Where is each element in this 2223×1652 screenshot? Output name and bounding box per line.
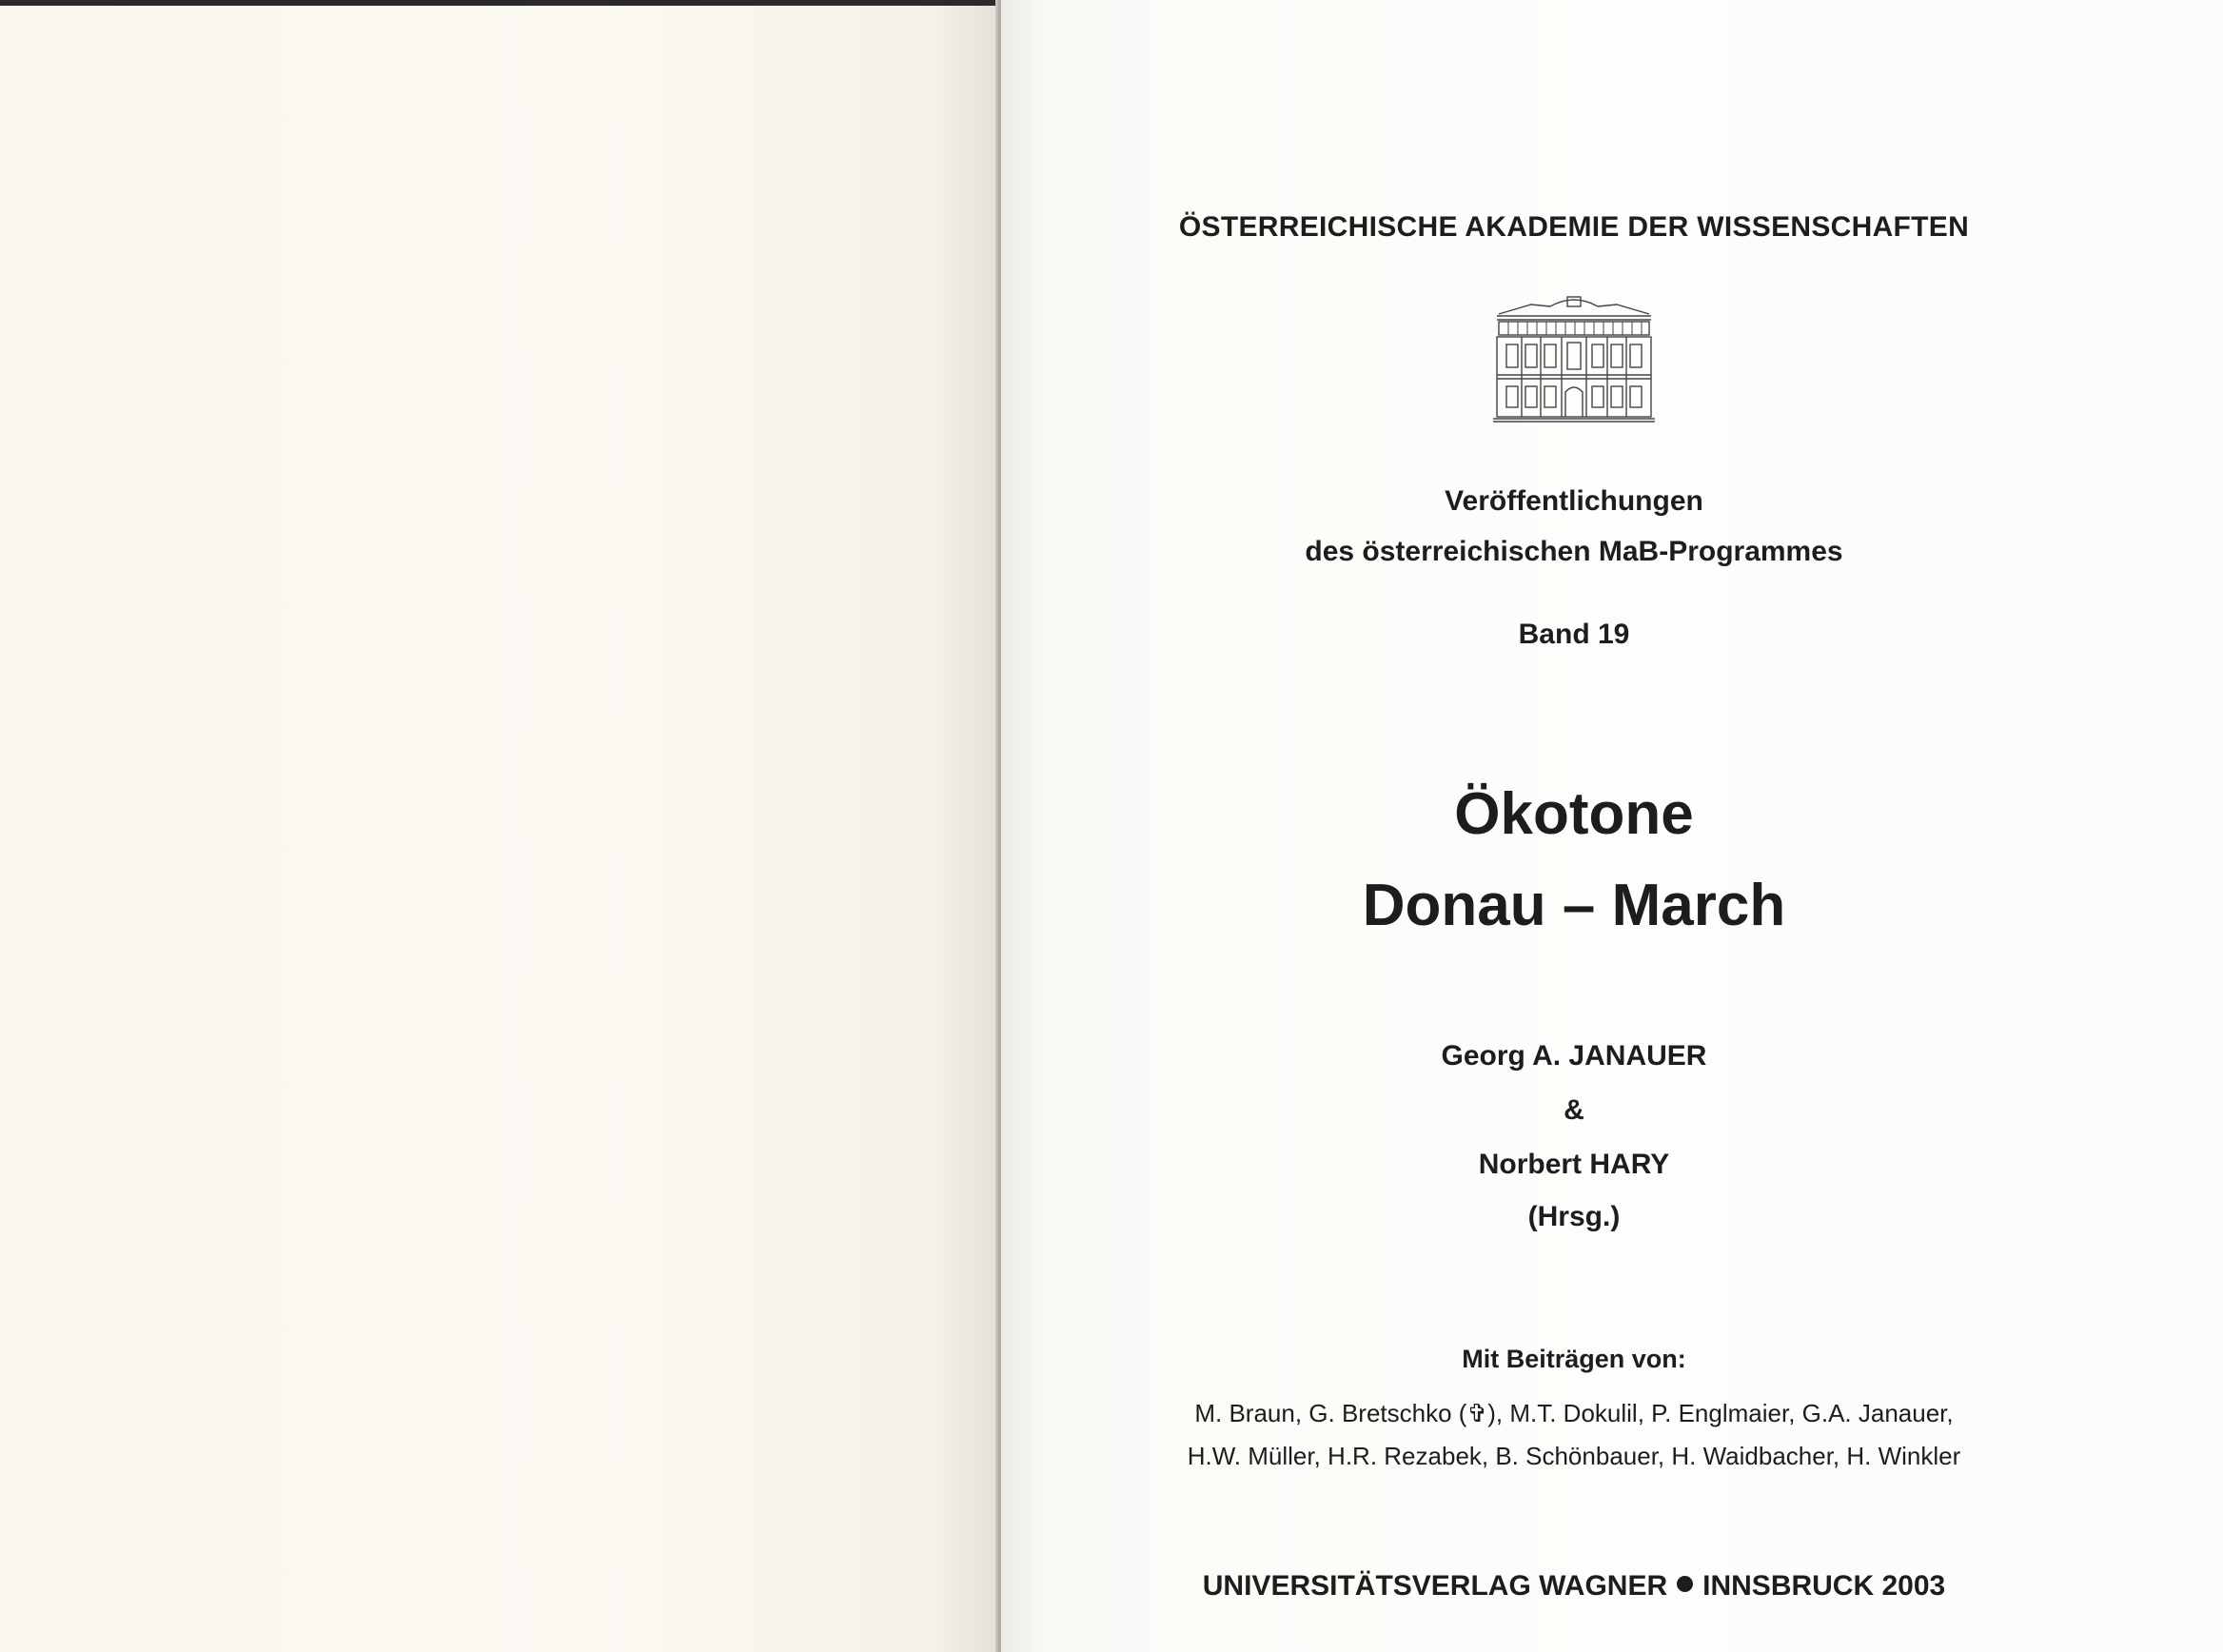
bullet-icon [1677, 1576, 1693, 1592]
contributors-line-1: M. Braun, G. Bretschko (✞), M.T. Dokulil, P. Englmaier, G.A. Janauer, [1194, 1399, 1954, 1427]
editor-ampersand: & [1564, 1094, 1584, 1126]
contributors-heading: Mit Beiträgen von: [1462, 1345, 1686, 1373]
contributors-line-2: H.W. Müller, H.R. Rezabek, B. Schönbauer, H. Waidbacher, H. Winkler [1187, 1442, 1961, 1470]
publisher-place-year: INNSBRUCK 2003 [1702, 1570, 1946, 1602]
book-subtitle: Donau – March [1362, 873, 1786, 938]
editor-role: (Hrsg.) [1527, 1201, 1621, 1232]
series-subtitle: des österreichischen MaB-Programmes [1305, 536, 1843, 567]
editor-1: Georg A. JANAUER [1441, 1040, 1707, 1072]
editor-2: Norbert HARY [1478, 1149, 1670, 1180]
academy-building-icon [1493, 293, 1655, 423]
series-title: Veröffentlichungen [1445, 485, 1703, 517]
book-title: Ökotone [1454, 781, 1694, 847]
blank-left-page [0, 6, 995, 1652]
publisher-name: UNIVERSITÄTSVERLAG WAGNER [1202, 1570, 1668, 1602]
academy-name: ÖSTERREICHISCHE AKADEMIE DER WISSENSCHAFTEN [1178, 211, 1970, 243]
title-page [1001, 0, 2223, 1652]
publisher-line [1001, 1570, 2147, 1603]
volume-number: Band 19 [1518, 619, 1630, 650]
